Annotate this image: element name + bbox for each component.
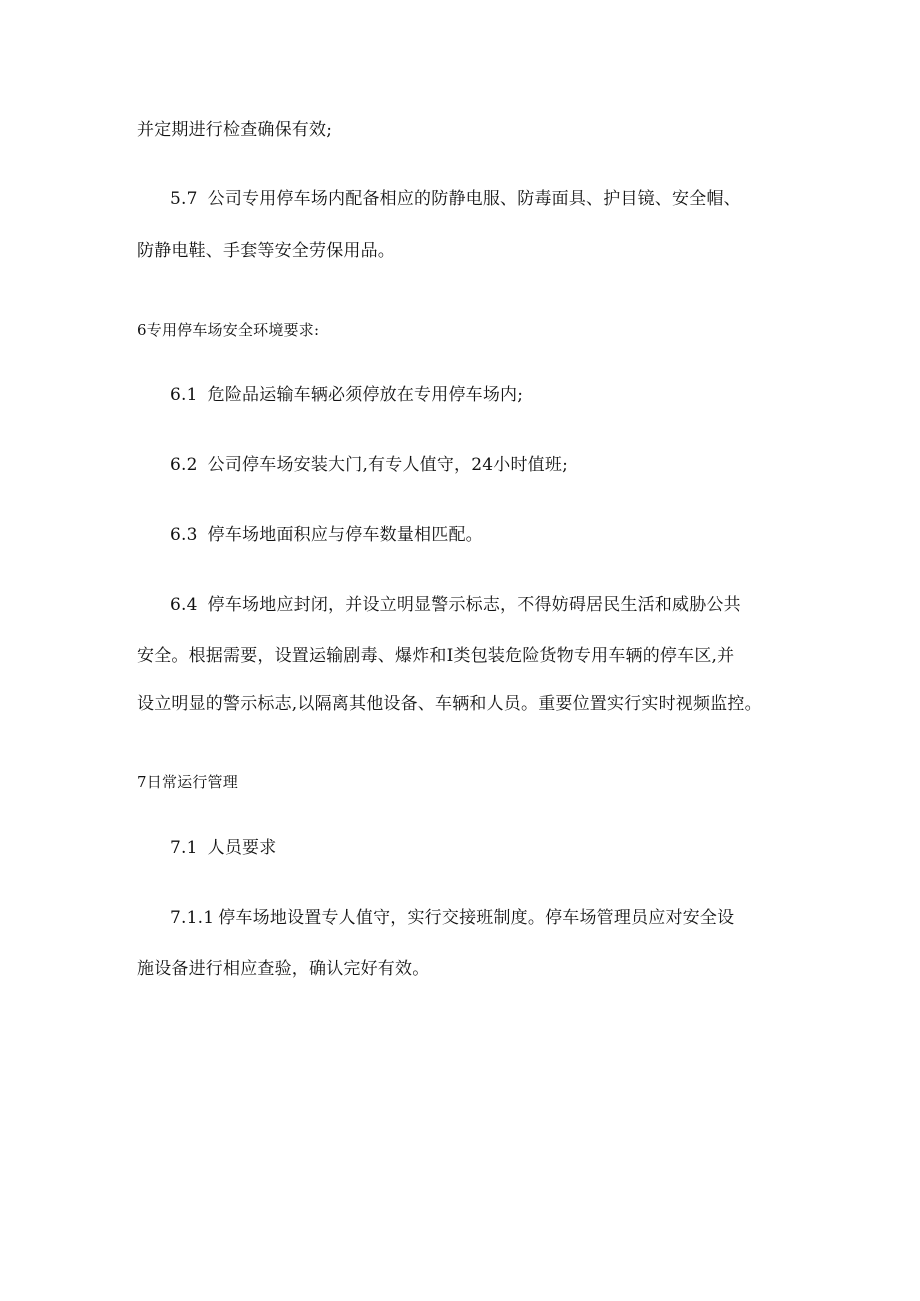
paragraph-6-4-line3: 设立明显的警示标志,以隔离其他设备、车辆和人员。重要位置实行实时视频监控。	[137, 694, 762, 714]
paragraph-7-1	[170, 836, 276, 860]
clause-number: 5.7	[170, 189, 198, 209]
section-6-heading: 6专用停车场安全环境要求:	[137, 321, 320, 339]
paragraph-text: 公司专用停车场内配备相应的防静电服、防毒面具、护目镜、安全帽、	[207, 189, 741, 209]
paragraph-6-4-line2: 安全。根据需要，设置运输剧毒、爆炸和I类包装危险货物专用车辆的停车区,并	[137, 646, 735, 666]
paragraph-6-4-line1	[170, 593, 741, 617]
paragraph-text: 停车场地设置专人值守，实行交接班制度。停车场管理员应对安全设	[218, 908, 735, 928]
paragraph-5-7-line1	[170, 187, 741, 211]
clause-number: 6.3	[170, 525, 198, 545]
paragraph-6-2	[170, 453, 568, 477]
paragraph-5-6-tail: 并定期进行检查确保有效;	[137, 120, 333, 140]
paragraph-5-7-line2: 防静电鞋、手套等安全劳保用品。	[137, 241, 395, 261]
section-7-heading: 7日常运行管理	[137, 773, 238, 791]
paragraph-6-1	[170, 383, 523, 407]
clause-number: 6.1	[170, 385, 198, 405]
paragraph-text: 停车场地应封闭，并设立明显警示标志，不得妨碍居民生活和威胁公共	[207, 595, 741, 615]
paragraph-7-1-1-line1	[170, 906, 734, 930]
clause-number: 7.1.1	[170, 908, 215, 928]
paragraph-text: 停车场地面积应与停车数量相匹配。	[207, 525, 483, 545]
paragraph-text: 公司停车场安装大门,有专人值守，24小时值班;	[207, 455, 569, 475]
paragraph-text: 人员要求	[207, 838, 277, 858]
paragraph-7-1-1-line2: 施设备进行相应查验，确认完好有效。	[137, 959, 430, 979]
paragraph-6-3	[170, 523, 483, 547]
clause-number: 7.1	[170, 838, 198, 858]
clause-number: 6.2	[170, 455, 198, 475]
paragraph-text: 危险品运输车辆必须停放在专用停车场内;	[207, 385, 524, 405]
clause-number: 6.4	[170, 595, 198, 615]
